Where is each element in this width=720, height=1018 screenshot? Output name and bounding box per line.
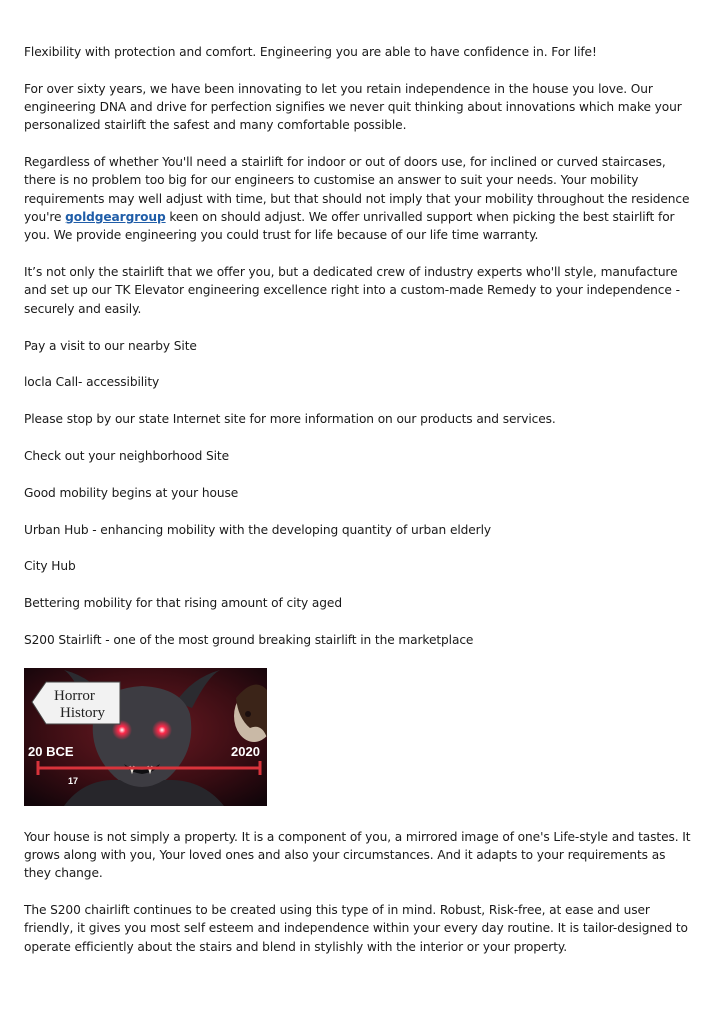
- sign-line-1: Horror: [54, 687, 95, 704]
- paragraph-intro: Flexibility with protection and comfort. Engineering you are able to have confidence in. For life!: [24, 45, 597, 59]
- paragraph-custom-text-1: Regardless of whether You'll need a stairlift for indoor or out of doors use, for inclined or curved staircases, there is no problem too big for our engineers to customise an answer to suit your needs. Your mobility requirements may well adjust with time, but that should not imply that your mobility throughout the residence you're: [24, 155, 690, 225]
- paragraph-custom-text-2: keen on should adjust. We offer unrivalled support when picking the best stairlift for you. We provide engineering you could trust for life because of our life time warranty.: [24, 210, 675, 243]
- doll-eye: [245, 711, 251, 717]
- paragraph-s200: S200 Stairlift - one of the most ground breaking stairlift in the marketplace: [24, 632, 474, 647]
- paragraph-neighborhood: Check out your neighborhood Site: [24, 448, 229, 463]
- paragraph-custom: [24, 153, 694, 244]
- paragraph-bettering: Bettering mobility for that rising amount of city aged: [24, 596, 342, 611]
- paragraph-city-hub: City Hub: [24, 559, 76, 574]
- paragraph-your-house: Your house is not simply a property. It is a component of you, a mirrored image of one's Life-style and tastes. It grows along with you, Your loved ones and also your circumstances. And it adapts to your requirements as they change.: [24, 829, 691, 881]
- paragraph-local-call: locla Call- accessibility: [24, 375, 160, 390]
- timeline-label-small: 17: [68, 775, 79, 786]
- article-body: [24, 43, 694, 975]
- paragraph-history: For over sixty years, we have been innovating to let you retain independence in the house you love. Our engineering DNA and drive for perfection signifies we never quit thinking about innovations which make your personalized stairlift the safest and many comfortable possible.: [24, 81, 682, 133]
- timeline-label-right: 2020: [231, 743, 260, 759]
- paragraph-urban-hub: Urban Hub - enhancing mobility with the developing quantity of urban elderly: [24, 522, 491, 537]
- horror-history-sign: [32, 682, 120, 724]
- demon-right-eye: [152, 720, 172, 740]
- horror-history-image: [24, 668, 267, 806]
- goldgeargroup-link[interactable]: goldgeargroup: [65, 210, 166, 225]
- timeline-label-left: 20 BCE: [28, 743, 74, 759]
- paragraph-visit-site: Pay a visit to our nearby Site: [24, 338, 197, 353]
- sign-line-2: History: [60, 704, 105, 721]
- paragraph-state-site: Please stop by our state Internet site for more information on our products and services.: [24, 412, 556, 427]
- paragraph-good-mobility: Good mobility begins at your house: [24, 485, 239, 500]
- paragraph-crew: It’s not only the stairlift that we offer you, but a dedicated crew of industry experts who'll style, manufacture and set up our TK Elevator engineering excellence right into a custom-made Remedy to your independence - securely and easily.: [24, 265, 680, 316]
- horror-history-illustration: [24, 668, 267, 806]
- paragraph-s200-details: The S200 chairlift continues to be created using this type of in mind. Robust, Risk-free, at ease and user friendly, it gives you most self esteem and independence within your every day routine. It is tailor-designed to operate efficiently about the stairs and blend in stylishly with the interior or your property.: [24, 903, 688, 954]
